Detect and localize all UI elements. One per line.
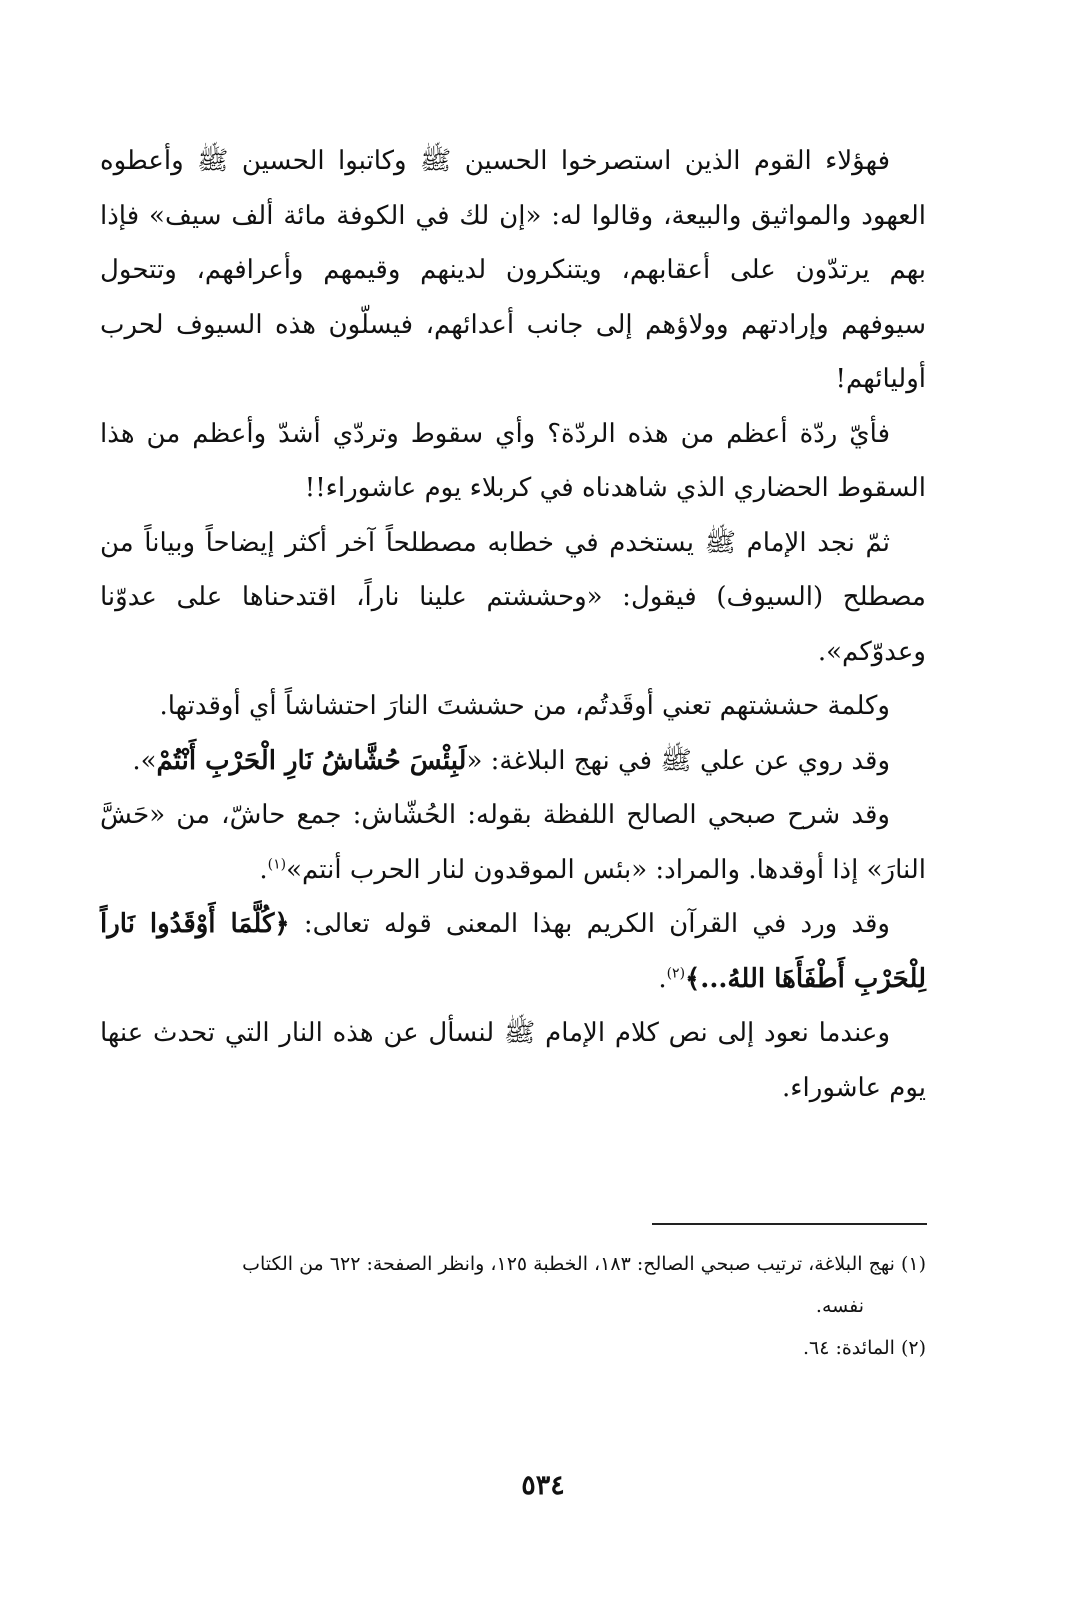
footnote-divider <box>652 1223 927 1225</box>
paragraph-8: وعندما نعود إلى نص كلام الإمام ﷺ لنسأل عن هذه النار التي تحدث عنها يوم عاشوراء. <box>100 1018 926 1103</box>
quran-verse: ﴿كُلَّمَا أَوْقَدُوا نَاراً لِلْحَرْبِ أَطْفَأَهَا اللهُ...﴾ <box>100 909 926 994</box>
footnote-1: (١) نهج البلاغة، ترتيب صبحي الصالح: ١٨٣، الخطبة ١٢٥، وانظر الصفحة: ٦٢٢ من الكتاب <box>242 1253 926 1275</box>
nahj-quote: لَبِئْسَ حُشَّاشُ نَارِ الْحَرْبِ أَنْتُمْ <box>156 745 467 776</box>
paragraph-7-end: . <box>658 963 667 994</box>
footnote-1-continued: نفسه. <box>815 1295 864 1317</box>
paragraph-3: ثمّ نجد الإمام ﷺ يستخدم في خطابه مصطلحاً آخر أكثر إيضاحاً وبياناً من مصطلح (السيوف) فيقول: «وحششتم علينا ناراً، اقتدحناها على عدوّنا وعدوّكم». <box>100 527 926 667</box>
paragraph-5 <box>100 734 926 789</box>
page-number: ٥٣٤ <box>521 1470 565 1501</box>
paragraph-1: فهؤلاء القوم الذين استصرخوا الحسين ﷺ وكاتبوا الحسين ﷺ وأعطوه العهود والمواثيق والبيعة، وقالوا له: «إن لك في الكوفة مائة ألف سيف» فإذا بهم يرتدّون على أعقابهم، ويتنكرون لدينهم وقيمهم وأعرافهم، وتتحول سيوفهم وإرادتهم وولاؤهم إلى جانب أعدائهم، فيسلّون هذه السيوف لحرب أوليائهم! <box>100 146 926 394</box>
paragraph-7-text: وقد ورد في القرآن الكريم بهذا المعنى قوله تعالى: <box>289 909 890 939</box>
main-text <box>100 134 926 1115</box>
footnote-ref-2[interactable]: (٢) <box>666 964 686 981</box>
paragraph-4: وكلمة حششتهم تعني أوقَدتُم، من حششتَ النارَ احتشاشاً أي أوقدتها. <box>159 691 890 721</box>
paragraph-5-text: وقد روي عن علي ﷺ في نهج البلاغة: « <box>466 745 890 776</box>
footnotes <box>100 1243 926 1369</box>
paragraph-7 <box>100 897 926 1006</box>
paragraph-2: فأيّ ردّة أعظم من هذه الردّة؟ وأي سقوط وتردّي أشدّ وأعظم من هذا السقوط الحضاري الذي شاهدناه في كربلاء يوم عاشوراء!! <box>100 418 926 503</box>
paragraph-6-end: . <box>259 854 268 885</box>
paragraph-6-text: وقد شرح صبحي الصالح اللفظة بقوله: الحُشّاش: جمع حاشّ، من «حَشَّ النارَ» إذا أوقدها. والمراد: «بئس الموقدون لنار الحرب أنتم» <box>100 800 926 885</box>
footnote-ref-1[interactable]: (١) <box>267 855 287 872</box>
paragraph-5-end: ». <box>132 745 157 776</box>
footnote-2: (٢) المائدة: ٦٤. <box>802 1337 926 1359</box>
paragraph-6 <box>100 788 926 897</box>
